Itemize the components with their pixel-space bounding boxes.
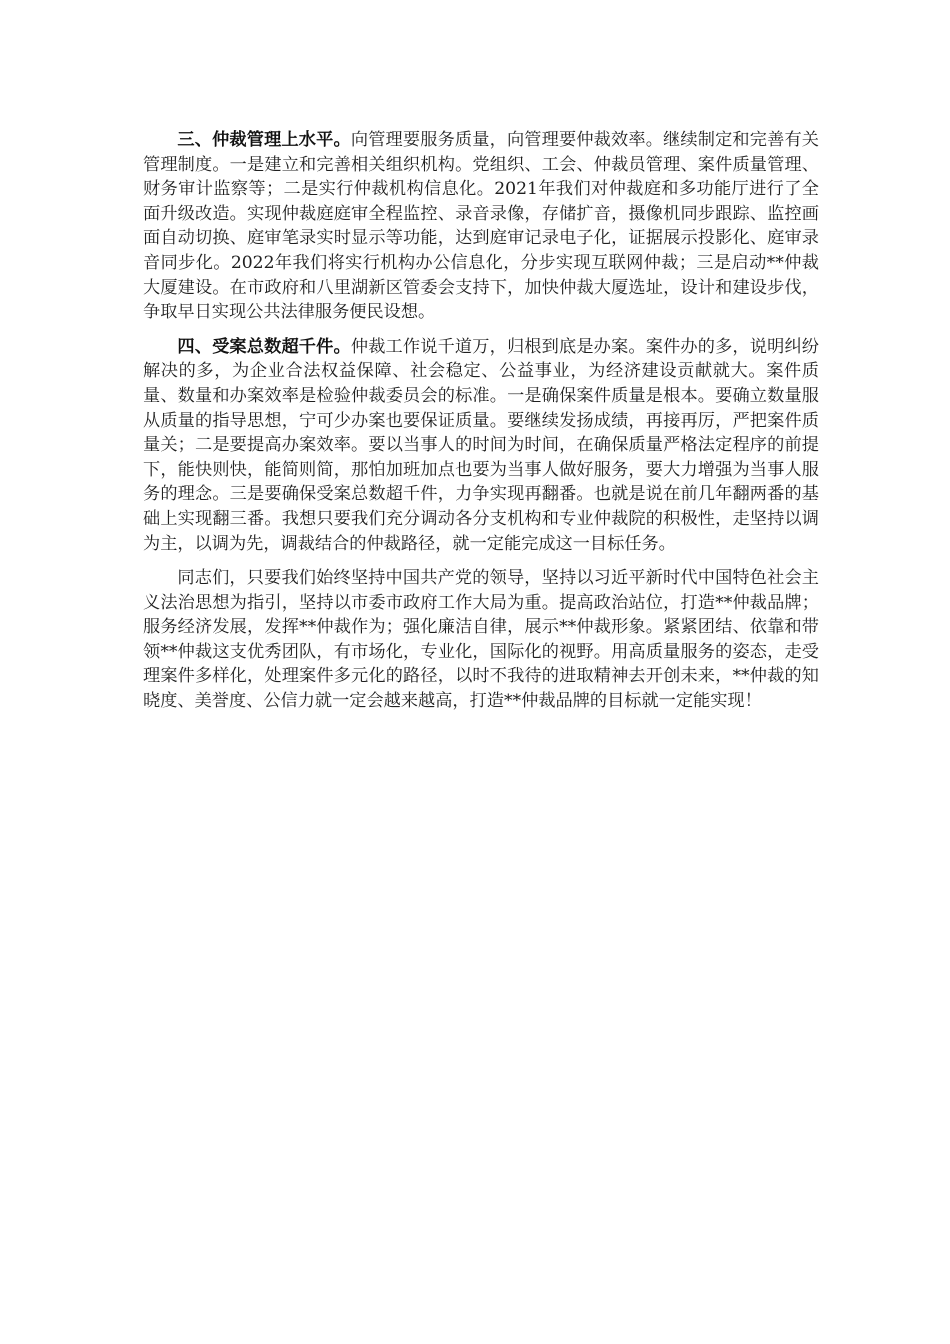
paragraph-text: 同志们，只要我们始终坚持中国共产党的领导，坚持以习近平新时代中国特色社会主义法治思想为指引，坚持以市委市政府工作大局为重。提高政治站位，打造**仲裁品牌；服务经济发展，发挥**仲裁作为；强化廉洁自律，展示**仲裁形象。紧紧团结、依靠和带领**仲裁这支优秀团队，有市场化，专业化，国际化的视野。用高质量服务的姿态，走受理案件多样化，处理案件多元化的路径，以时不我待的进取精神去开创未来，**仲裁的知晓度、美誉度、公信力就一定会越来越高，打造**仲裁品牌的目标就一定能实现！: [143, 568, 819, 712]
paragraph-text: 仲裁工作说千道万，归根到底是办案。案件办的多，说明纠纷解决的多，为企业合法权益保障、社会稳定、公益事业，为经济建设贡献就大。案件质量、数量和办案效率是检验仲裁委员会的标准。一是确保案件质量是根本。要确立数量服从质量的指导思想，宁可少办案也要保证质量。要继续发扬成绩，再接再厉，严把案件质量关；二是要提高办案效率。要以当事人的时间为时间，在确保质量严格法定程序的前提下，能快则快，能简则简，那怕加班加点也要为当事人做好服务，要大力增强为当事人服务的理念。三是要确保受案总数超千件，力争实现再翻番。也就是说在前几年翻两番的基础上实现翻三番。我想只要我们充分调动各分支机构和专业仲裁院的积极性，走坚持以调为主，以调为先，调裁结合的仲裁路径，就一定能完成这一目标任务。: [143, 336, 819, 554]
paragraph-section-four: [143, 335, 819, 556]
section-heading: 三、仲裁管理上水平。: [177, 130, 351, 150]
section-heading: 四、受案总数超千件。: [177, 336, 351, 357]
document-body: [143, 128, 819, 724]
paragraph-closing: [143, 566, 819, 714]
paragraph-text: 向管理要服务质量，向管理要仲裁效率。继续制定和完善有关管理制度。一是建立和完善相关组织机构。党组织、工会、仲裁员管理、案件质量管理、财务审计监察等；二是实行仲裁机构信息化。2021年我们对仲裁庭和多功能厅进行了全面升级改造。实现仲裁庭庭审全程监控、录音录像，存储扩音，摄像机同步跟踪、监控画面自动切换、庭审笔录实时显示等功能，达到庭审记录电子化，证据展示投影化、庭审录音同步化。2022年我们将实行机构办公信息化，分步实现互联网仲裁；三是启动**仲裁大厦建设。在市政府和八里湖新区管委会支持下，加快仲裁大厦选址，设计和建设步伐，争取早日实现公共法律服务便民设想。: [143, 130, 819, 323]
paragraph-section-three: [143, 128, 819, 325]
